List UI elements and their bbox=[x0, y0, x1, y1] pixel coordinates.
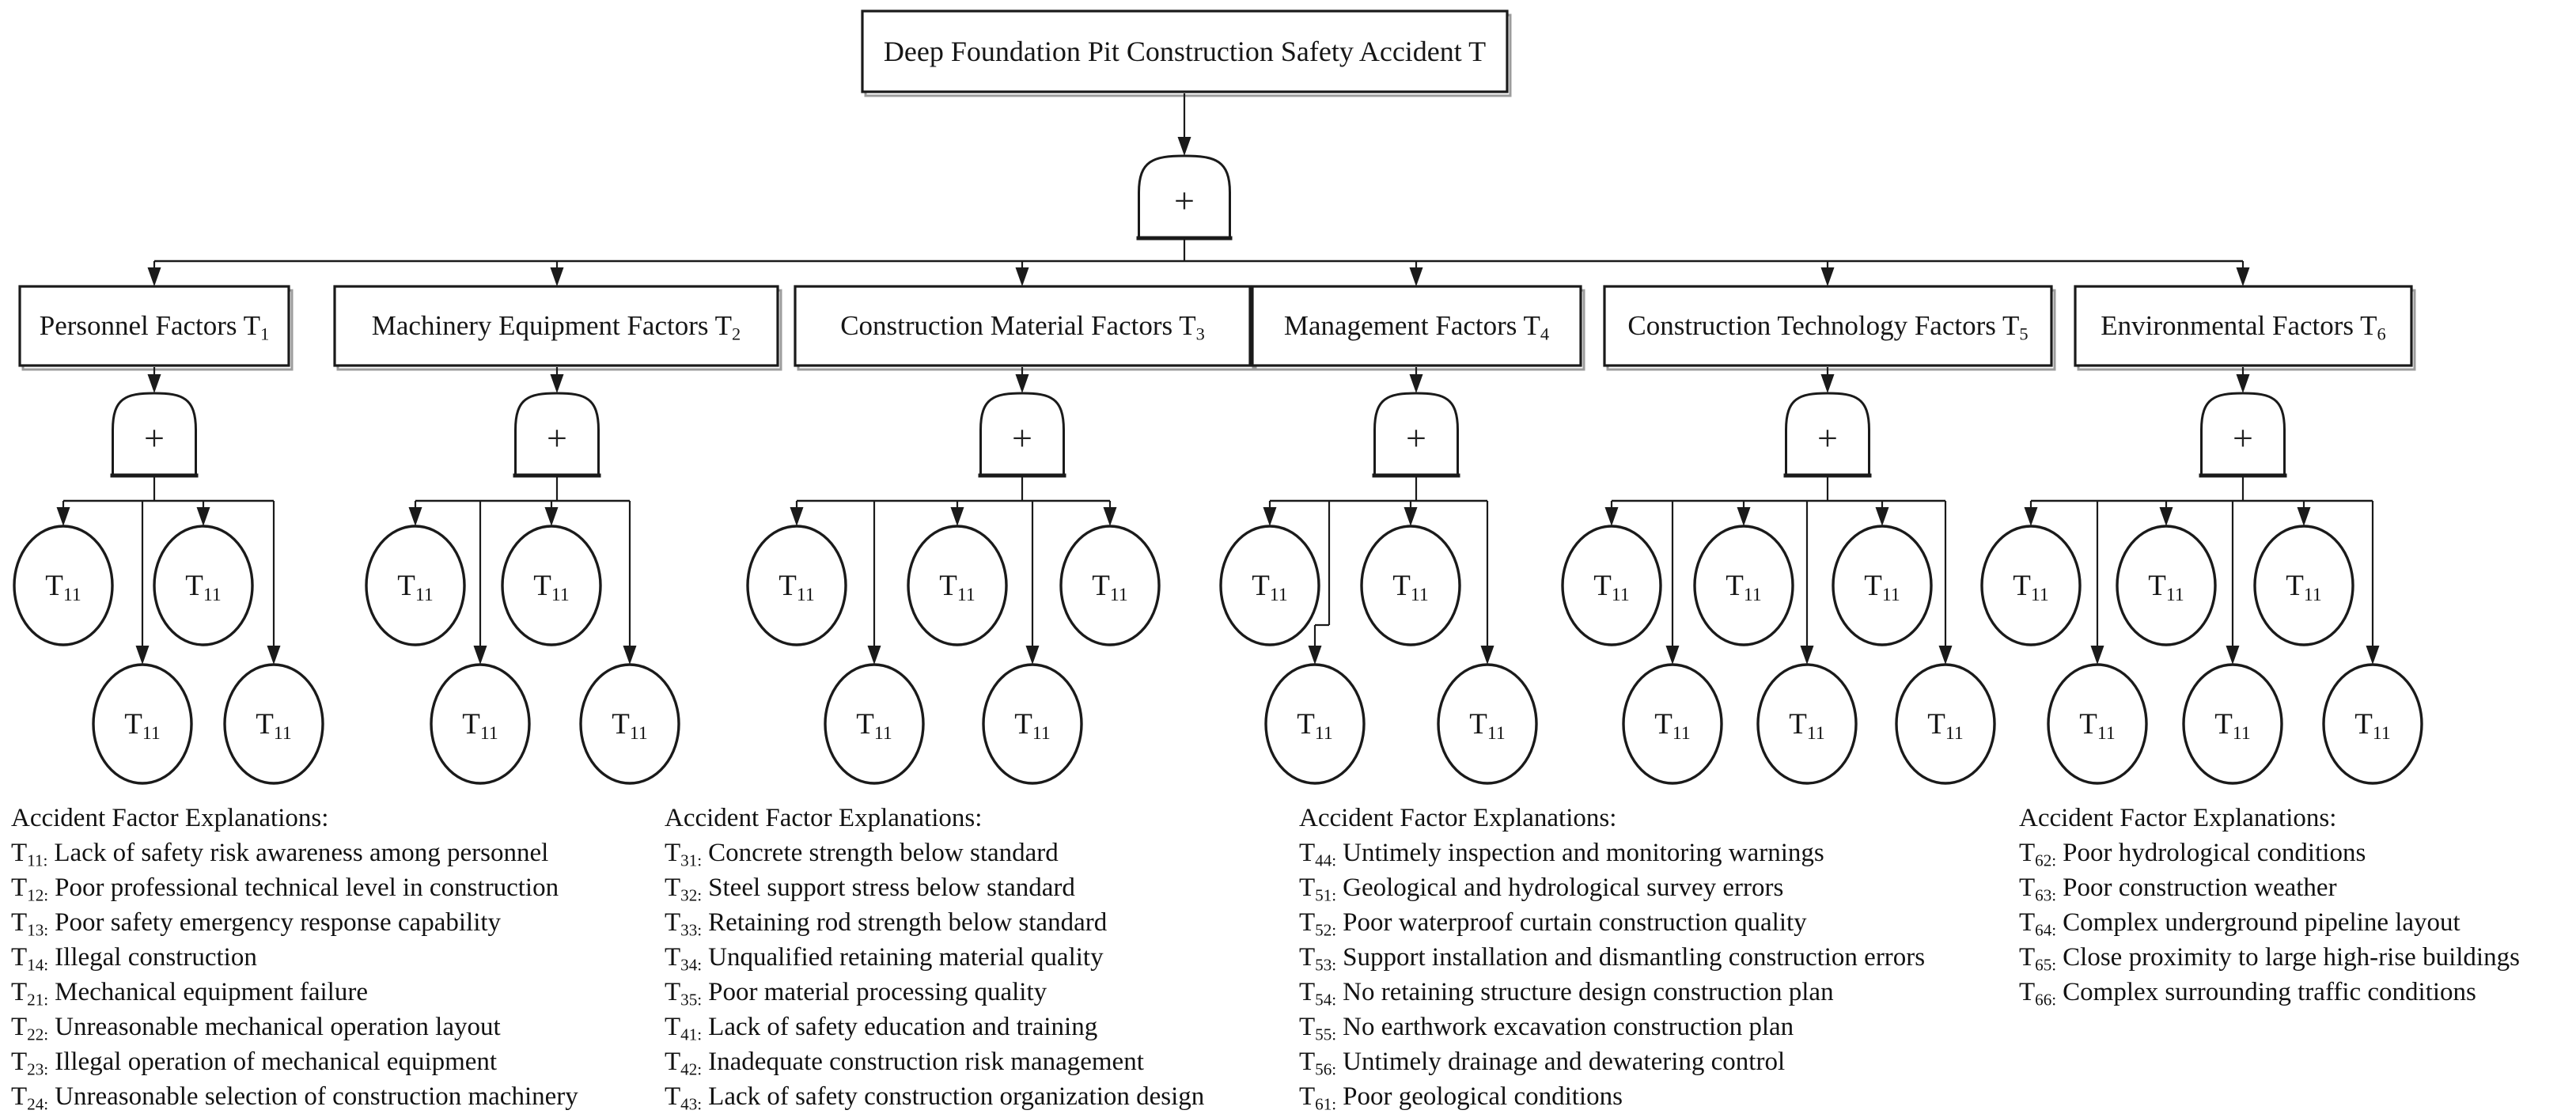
basic-event-text: $T_{11}$ bbox=[397, 569, 434, 605]
gate-plus-symbol: + bbox=[1817, 418, 1838, 459]
basic-event-text: $T_{11}$ bbox=[778, 569, 815, 605]
explanation-column bbox=[665, 801, 1204, 1114]
basic-event-text: $T_{11}$ bbox=[1252, 569, 1288, 605]
explanation-item bbox=[11, 905, 578, 940]
explanation-item bbox=[665, 975, 1204, 1010]
explanation-item bbox=[11, 836, 578, 870]
and-gate bbox=[981, 393, 1064, 475]
arrowhead-icon bbox=[409, 507, 422, 526]
explanation-item-text: Complex surrounding traffic conditions bbox=[2063, 978, 2476, 1006]
explanation-item bbox=[1299, 870, 1925, 905]
arrowhead-icon bbox=[1666, 646, 1680, 665]
arrowhead-icon bbox=[148, 374, 161, 393]
arrowhead-icon bbox=[1016, 374, 1029, 393]
explanation-item-text: Geological and hydrological survey errors bbox=[1343, 873, 1784, 902]
explanation-item-id: $T_{24:}$ bbox=[11, 1082, 49, 1114]
explanation-heading: Accident Factor Explanations: bbox=[1299, 804, 1617, 832]
factor-box-text: Construction Technology Factors $T_5$ bbox=[1627, 310, 2029, 344]
arrowhead-icon bbox=[148, 267, 161, 286]
arrowhead-icon bbox=[1876, 507, 1889, 526]
explanation-item-text: Lack of safety construction organization design bbox=[708, 1082, 1205, 1111]
arrowhead-icon bbox=[1821, 267, 1835, 286]
and-gate bbox=[1375, 393, 1458, 475]
explanation-item-text: Support installation and dismantling construction errors bbox=[1343, 943, 1926, 972]
basic-event-text: $T_{11}$ bbox=[1726, 569, 1762, 605]
explanation-item bbox=[2019, 940, 2520, 975]
explanation-item bbox=[2019, 870, 2520, 905]
basic-event-circle bbox=[1061, 526, 1159, 645]
basic-event-circle bbox=[1623, 665, 1722, 783]
basic-event-circle bbox=[748, 526, 846, 645]
factor-box bbox=[2075, 286, 2411, 366]
basic-event-text: $T_{11}$ bbox=[124, 707, 161, 744]
arrowhead-icon bbox=[267, 646, 281, 665]
basic-event-text: $T_{11}$ bbox=[462, 707, 498, 744]
basic-event-circle bbox=[431, 665, 529, 783]
explanation-item-text: Lack of safety risk awareness among personnel bbox=[54, 839, 549, 867]
explanation-item-id: $T_{34:}$ bbox=[665, 943, 703, 975]
arrowhead-icon bbox=[545, 507, 559, 526]
basic-event-circle bbox=[1438, 665, 1536, 783]
explanation-item-text: Poor construction weather bbox=[2063, 873, 2337, 902]
factor-box bbox=[795, 286, 1250, 366]
explanation-item bbox=[11, 870, 578, 905]
basic-event-text: $T_{11}$ bbox=[856, 707, 892, 744]
arrowhead-icon bbox=[1016, 267, 1029, 286]
gate-plus-symbol: + bbox=[144, 418, 165, 459]
factor-box-text: Environmental Factors $T_6$ bbox=[2101, 310, 2386, 344]
explanation-item bbox=[1299, 905, 1925, 940]
gate-plus-symbol: + bbox=[2233, 418, 2253, 459]
basic-event-circle bbox=[1695, 526, 1793, 645]
basic-event-text: $T_{11}$ bbox=[533, 569, 570, 605]
basic-event-circle bbox=[908, 526, 1006, 645]
factor-box bbox=[335, 286, 778, 366]
factor-box-text: Personnel Factors $T_1$ bbox=[39, 310, 270, 344]
explanation-item-id: $T_{21:}$ bbox=[11, 978, 49, 1010]
explanation-item-id: $T_{61:}$ bbox=[1299, 1082, 1337, 1114]
basic-event-text: $T_{11}$ bbox=[2286, 569, 2322, 605]
basic-event-circle bbox=[366, 526, 464, 645]
basic-event-circle bbox=[1982, 526, 2080, 645]
factor-box bbox=[20, 286, 289, 366]
explanation-item-id: $T_{12:}$ bbox=[11, 873, 49, 905]
arrowhead-icon bbox=[1821, 374, 1835, 393]
factor-box-text: Machinery Equipment Factors $T_2$ bbox=[371, 310, 741, 344]
basic-event-text: $T_{11}$ bbox=[1469, 707, 1506, 744]
arrowhead-icon bbox=[1481, 646, 1494, 665]
basic-event-circle bbox=[2048, 665, 2146, 783]
and-gate bbox=[113, 393, 196, 475]
gate-plus-symbol: + bbox=[1012, 418, 1032, 459]
basic-event-circle bbox=[225, 665, 323, 783]
explanation-item bbox=[665, 870, 1204, 905]
and-gate bbox=[1139, 156, 1230, 237]
explanation-item-text: Lack of safety education and training bbox=[708, 1013, 1098, 1041]
explanation-item-id: $T_{63:}$ bbox=[2019, 873, 2057, 905]
basic-event-circle bbox=[581, 665, 679, 783]
basic-event-text: $T_{11}$ bbox=[1593, 569, 1630, 605]
basic-event-circle bbox=[983, 665, 1082, 783]
explanation-item-text: Illegal construction bbox=[55, 943, 257, 972]
explanation-item-text: Poor hydrological conditions bbox=[2063, 839, 2366, 867]
basic-event-circle bbox=[1266, 665, 1364, 783]
arrowhead-icon bbox=[2091, 646, 2104, 665]
arrowhead-icon bbox=[2237, 374, 2250, 393]
arrowhead-icon bbox=[868, 646, 881, 665]
arrowhead-icon bbox=[1801, 646, 1814, 665]
explanation-item bbox=[665, 1079, 1204, 1114]
gate-plus-symbol: + bbox=[1174, 180, 1195, 222]
explanation-heading: Accident Factor Explanations: bbox=[2019, 804, 2337, 832]
explanation-item bbox=[1299, 836, 1925, 870]
basic-event-text: $T_{11}$ bbox=[1927, 707, 1964, 744]
explanation-item-id: $T_{53:}$ bbox=[1299, 943, 1337, 975]
explanation-item-text: Close proximity to large high-rise buildings bbox=[2063, 943, 2520, 972]
arrowhead-icon bbox=[1605, 507, 1619, 526]
arrowhead-icon bbox=[1309, 646, 1322, 665]
explanation-item bbox=[665, 1010, 1204, 1044]
basic-event-circle bbox=[1758, 665, 1856, 783]
gate-plus-symbol: + bbox=[1406, 418, 1426, 459]
explanation-item bbox=[2019, 836, 2520, 870]
arrowhead-icon bbox=[2160, 507, 2173, 526]
explanation-item bbox=[2019, 905, 2520, 940]
explanation-item-id: $T_{35:}$ bbox=[665, 978, 703, 1010]
basic-event-text: $T_{11}$ bbox=[2354, 707, 2391, 744]
explanation-item-text: Complex underground pipeline layout bbox=[2063, 908, 2460, 937]
explanation-item-id: $T_{31:}$ bbox=[665, 839, 703, 870]
explanation-item-id: $T_{54:}$ bbox=[1299, 978, 1337, 1010]
explanation-item bbox=[1299, 1010, 1925, 1044]
basic-event-text: $T_{11}$ bbox=[45, 569, 81, 605]
gate-plus-symbol: + bbox=[547, 418, 567, 459]
explanation-item bbox=[11, 975, 578, 1010]
explanation-item bbox=[665, 836, 1204, 870]
basic-event-circle bbox=[2255, 526, 2353, 645]
explanation-item bbox=[1299, 975, 1925, 1010]
explanation-item-id: $T_{22:}$ bbox=[11, 1013, 49, 1044]
basic-event-text: $T_{11}$ bbox=[2013, 569, 2049, 605]
explanation-item-id: $T_{14:}$ bbox=[11, 943, 49, 975]
basic-event-circle bbox=[1362, 526, 1460, 645]
top-event-box-label: Deep Foundation Pit Construction Safety Accident T bbox=[883, 36, 1487, 67]
explanation-heading: Accident Factor Explanations: bbox=[11, 804, 329, 832]
explanation-item-id: $T_{62:}$ bbox=[2019, 839, 2057, 870]
arrowhead-icon bbox=[1410, 267, 1423, 286]
basic-event-text: $T_{11}$ bbox=[1654, 707, 1691, 744]
explanation-item-id: $T_{11:}$ bbox=[11, 839, 48, 870]
explanation-item-text: Unreasonable selection of construction machinery bbox=[55, 1082, 578, 1111]
basic-event-circle bbox=[2184, 665, 2282, 783]
arrowhead-icon bbox=[2237, 267, 2250, 286]
explanation-item-id: $T_{55:}$ bbox=[1299, 1013, 1337, 1044]
explanation-item bbox=[11, 1010, 578, 1044]
arrowhead-icon bbox=[1410, 374, 1423, 393]
arrowhead-icon bbox=[197, 507, 210, 526]
explanation-item-id: $T_{41:}$ bbox=[665, 1013, 703, 1044]
arrowhead-icon bbox=[623, 646, 637, 665]
and-gate bbox=[516, 393, 599, 475]
explanation-item bbox=[1299, 1044, 1925, 1079]
basic-event-circle bbox=[502, 526, 600, 645]
arrowhead-icon bbox=[2366, 646, 2380, 665]
arrowhead-icon bbox=[1939, 646, 1953, 665]
factor-box-text: Management Factors $T_4$ bbox=[1283, 310, 1550, 344]
explanation-item bbox=[11, 1044, 578, 1079]
explanation-item bbox=[1299, 940, 1925, 975]
arrowhead-icon bbox=[1263, 507, 1277, 526]
basic-event-circle bbox=[1563, 526, 1661, 645]
explanation-item bbox=[11, 940, 578, 975]
basic-event-text: $T_{11}$ bbox=[1864, 569, 1900, 605]
basic-event-circle bbox=[2117, 526, 2215, 645]
explanation-item-text: No earthwork excavation construction plan bbox=[1343, 1013, 1794, 1041]
factor-box-text: Construction Material Factors $T_3$ bbox=[840, 310, 1205, 344]
basic-event-text: $T_{11}$ bbox=[2214, 707, 2251, 744]
explanation-item-id: $T_{51:}$ bbox=[1299, 873, 1337, 905]
factor-box bbox=[1252, 286, 1581, 366]
explanation-item-text: No retaining structure design construction plan bbox=[1343, 978, 1834, 1006]
basic-event-text: $T_{11}$ bbox=[1392, 569, 1429, 605]
arrowhead-icon bbox=[136, 646, 150, 665]
basic-event-circle bbox=[2324, 665, 2422, 783]
explanation-item-id: $T_{42:}$ bbox=[665, 1048, 703, 1079]
basic-event-circle bbox=[825, 665, 923, 783]
arrowhead-icon bbox=[551, 267, 564, 286]
basic-event-text: $T_{11}$ bbox=[1092, 569, 1128, 605]
explanation-item bbox=[1299, 1079, 1925, 1114]
arrowhead-icon bbox=[474, 646, 487, 665]
basic-event-circle bbox=[1896, 665, 1995, 783]
basic-event-text: $T_{11}$ bbox=[2148, 569, 2184, 605]
explanation-heading: Accident Factor Explanations: bbox=[665, 804, 983, 832]
arrowhead-icon bbox=[57, 507, 70, 526]
explanation-item-text: Illegal operation of mechanical equipment bbox=[55, 1048, 498, 1076]
explanation-item-text: Untimely drainage and dewatering control bbox=[1343, 1048, 1786, 1076]
basic-event-text: $T_{11}$ bbox=[1014, 707, 1051, 744]
basic-event-circle bbox=[14, 526, 112, 645]
basic-event-text: $T_{11}$ bbox=[612, 707, 648, 744]
arrowhead-icon bbox=[790, 507, 804, 526]
basic-event-circle bbox=[1833, 526, 1931, 645]
arrowhead-icon bbox=[551, 374, 564, 393]
explanation-item-id: $T_{44:}$ bbox=[1299, 839, 1337, 870]
explanation-item-id: $T_{52:}$ bbox=[1299, 908, 1337, 940]
arrowhead-icon bbox=[2025, 507, 2038, 526]
arrowhead-icon bbox=[1178, 137, 1191, 156]
arrowhead-icon bbox=[2298, 507, 2311, 526]
explanation-item-id: $T_{33:}$ bbox=[665, 908, 703, 940]
explanation-item-text: Poor professional technical level in construction bbox=[55, 873, 559, 902]
explanation-item-text: Inadequate construction risk management bbox=[708, 1048, 1144, 1076]
basic-event-circle bbox=[1221, 526, 1319, 645]
basic-event-text: $T_{11}$ bbox=[1297, 707, 1333, 744]
arrowhead-icon bbox=[1737, 507, 1751, 526]
basic-event-circle bbox=[93, 665, 191, 783]
basic-event-circle bbox=[154, 526, 252, 645]
explanation-item-text: Poor waterproof curtain construction quality bbox=[1343, 908, 1807, 937]
explanation-item-text: Unreasonable mechanical operation layout bbox=[55, 1013, 501, 1041]
arrowhead-icon bbox=[1404, 507, 1418, 526]
basic-event-text: $T_{11}$ bbox=[939, 569, 975, 605]
explanation-item bbox=[665, 940, 1204, 975]
and-gate bbox=[2202, 393, 2285, 475]
basic-event-text: $T_{11}$ bbox=[185, 569, 222, 605]
explanation-item bbox=[2019, 975, 2520, 1010]
explanation-column bbox=[2019, 801, 2520, 1010]
basic-event-text: $T_{11}$ bbox=[256, 707, 292, 744]
explanation-item bbox=[665, 1044, 1204, 1079]
basic-event-text: $T_{11}$ bbox=[1789, 707, 1825, 744]
and-gate bbox=[1786, 393, 1869, 475]
explanation-column bbox=[11, 801, 578, 1114]
explanation-item-text: Poor safety emergency response capability bbox=[55, 908, 502, 937]
explanation-item-id: $T_{66:}$ bbox=[2019, 978, 2057, 1010]
explanation-item-id: $T_{64:}$ bbox=[2019, 908, 2057, 940]
explanation-item-text: Poor geological conditions bbox=[1343, 1082, 1623, 1111]
explanation-item-text: Poor material processing quality bbox=[708, 978, 1047, 1006]
explanation-item-id: $T_{13:}$ bbox=[11, 908, 49, 940]
explanation-item-id: $T_{65:}$ bbox=[2019, 943, 2057, 975]
arrowhead-icon bbox=[951, 507, 964, 526]
explanation-item-id: $T_{43:}$ bbox=[665, 1082, 703, 1114]
explanation-item-text: Retaining rod strength below standard bbox=[708, 908, 1108, 937]
arrowhead-icon bbox=[1104, 507, 1117, 526]
explanation-item-text: Steel support stress below standard bbox=[708, 873, 1075, 902]
explanation-item-text: Mechanical equipment failure bbox=[55, 978, 368, 1006]
explanation-item-id: $T_{56:}$ bbox=[1299, 1048, 1337, 1079]
explanation-item bbox=[665, 905, 1204, 940]
explanation-item-text: Untimely inspection and monitoring warnings bbox=[1343, 839, 1824, 867]
explanation-item-text: Unqualified retaining material quality bbox=[708, 943, 1104, 972]
arrowhead-icon bbox=[1026, 646, 1040, 665]
top-event-box bbox=[862, 11, 1507, 92]
explanation-item bbox=[11, 1079, 578, 1114]
explanation-column bbox=[1299, 801, 1925, 1114]
arrowhead-icon bbox=[2226, 646, 2240, 665]
basic-event-text: $T_{11}$ bbox=[2079, 707, 2116, 744]
explanation-item-id: $T_{23:}$ bbox=[11, 1048, 49, 1079]
factor-box bbox=[1604, 286, 2051, 366]
explanation-item-id: $T_{32:}$ bbox=[665, 873, 703, 905]
explanation-item-text: Concrete strength below standard bbox=[708, 839, 1059, 867]
